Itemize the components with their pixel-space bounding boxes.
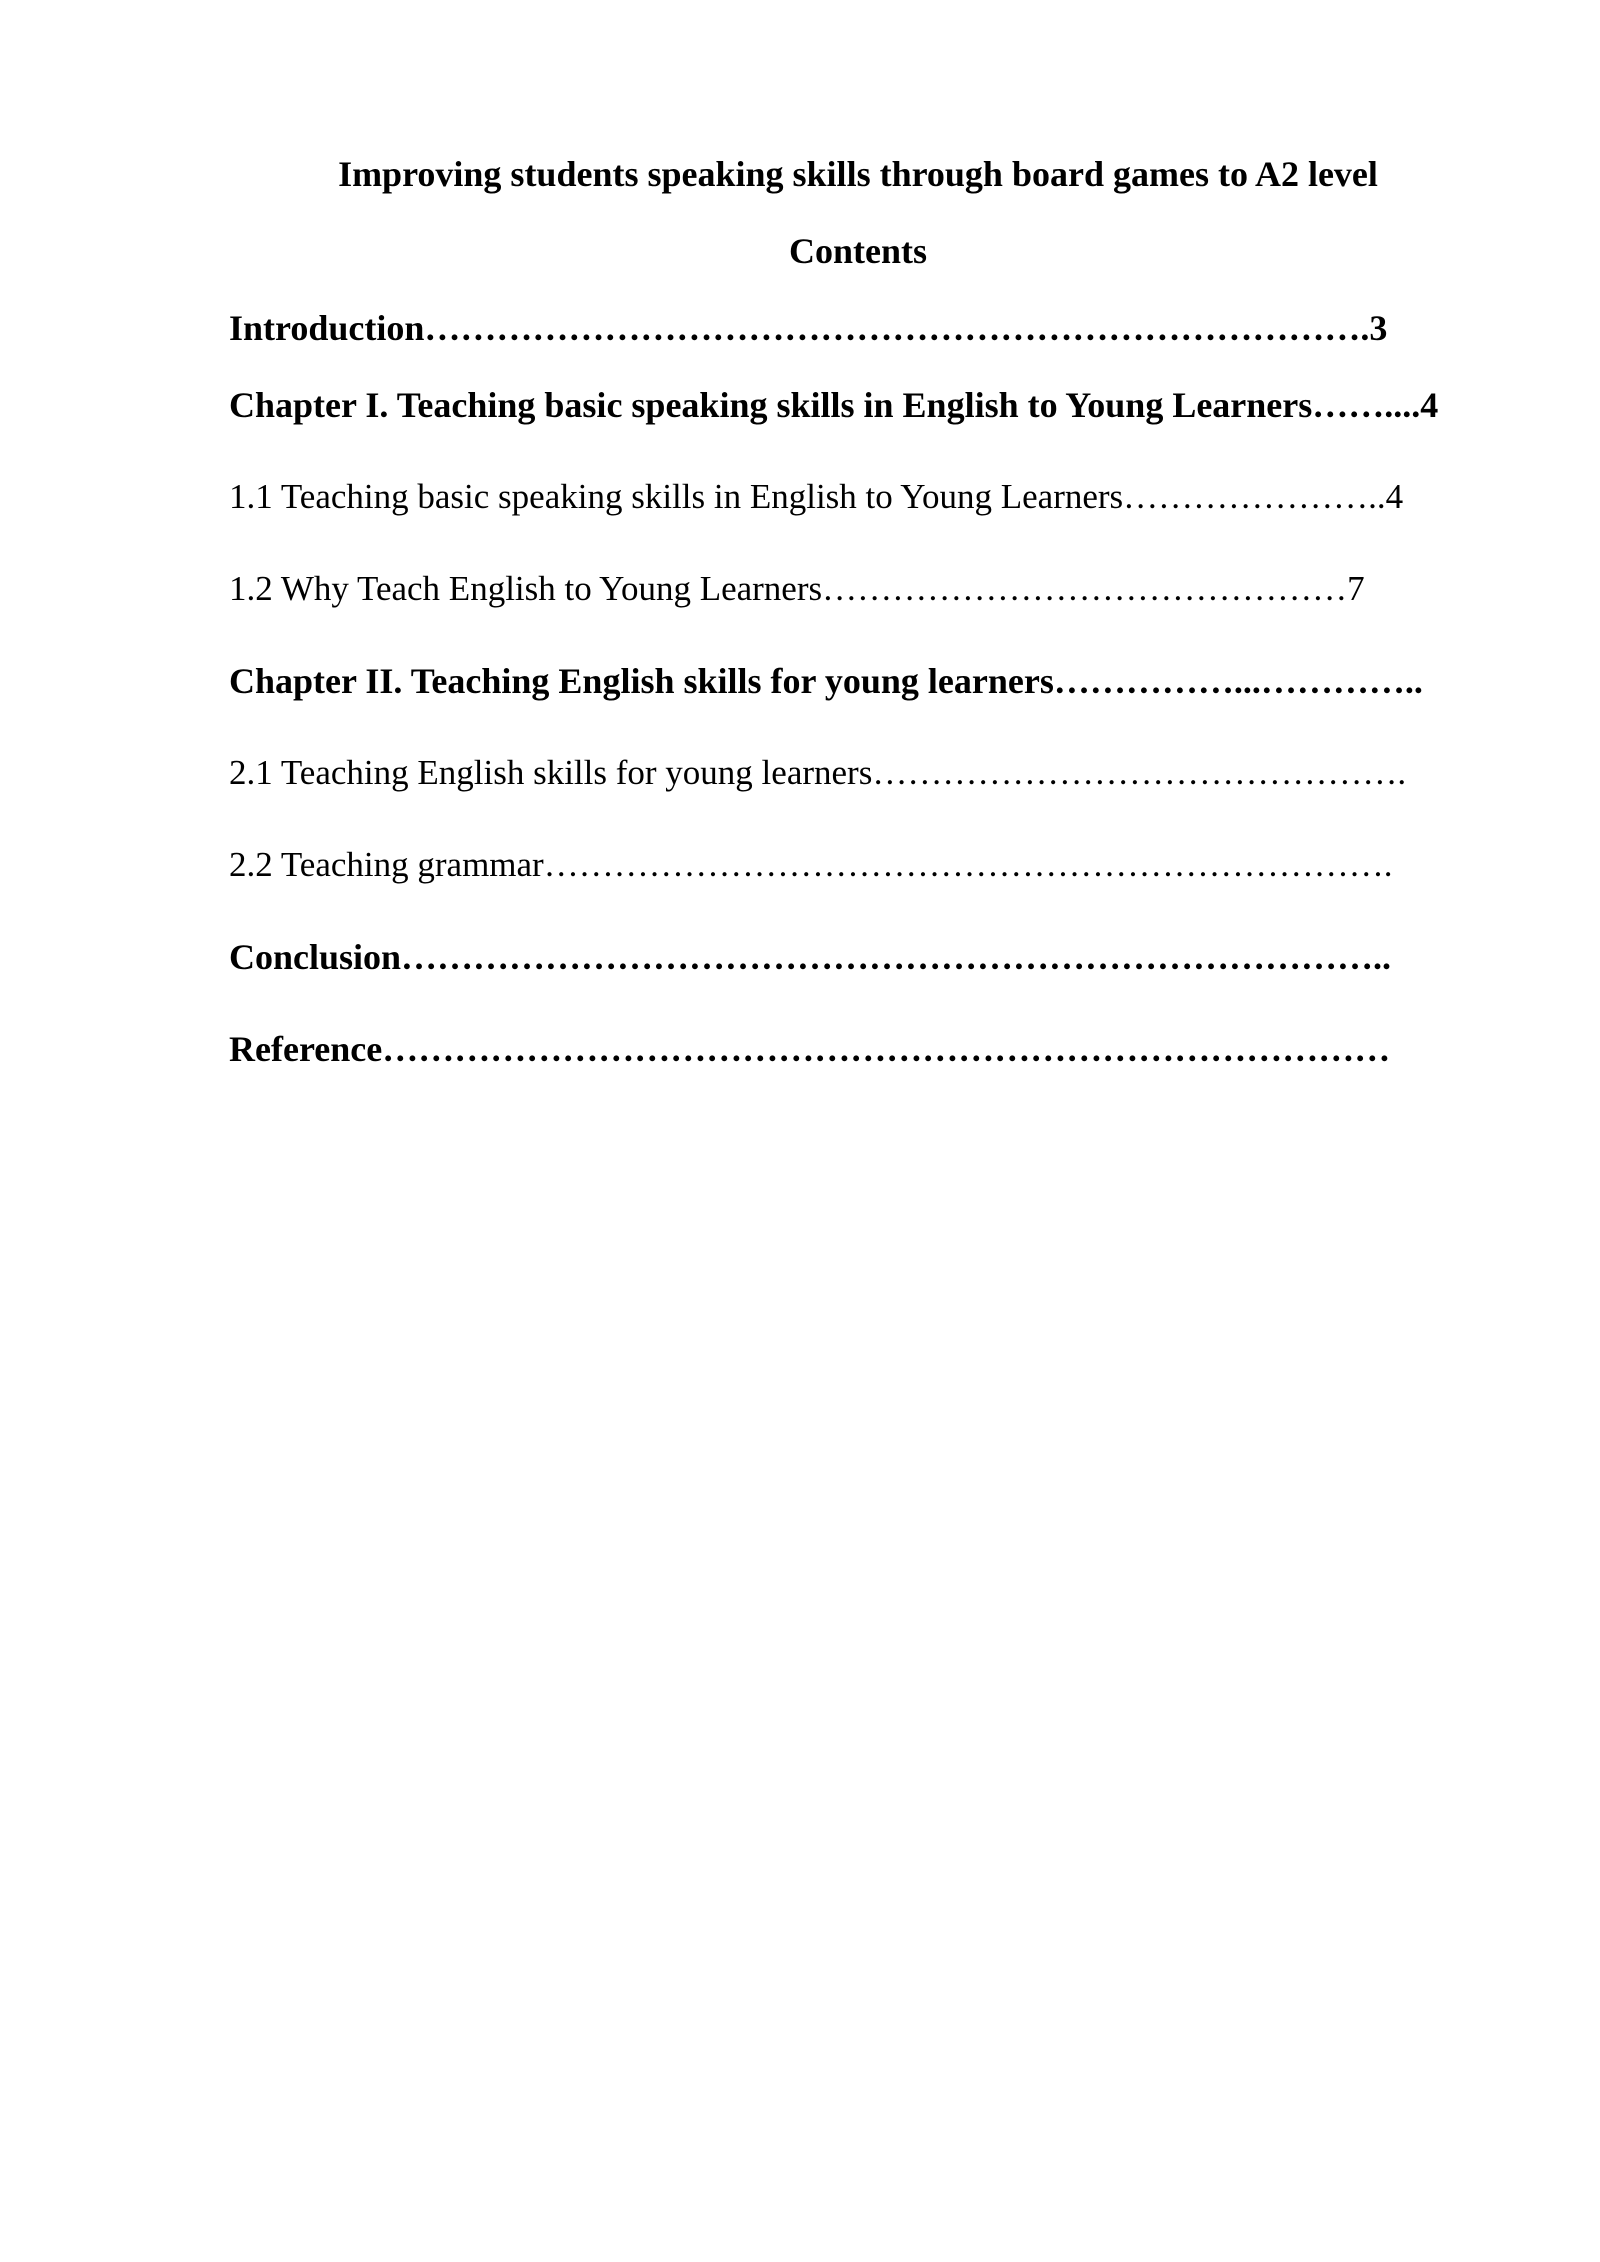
toc-entry-reference: Reference………………………………………………………………………… [229, 1029, 1391, 1069]
toc-entry-conclusion: Conclusion……………………………………………………………………….. [229, 937, 1392, 977]
toc-entry-section-1-1: 1.1 Teaching basic speaking skills in English to Young Learners…………………..4 [229, 477, 1404, 516]
toc-entry-introduction: Introduction…………………………………………………………………….3 [229, 308, 1388, 348]
toc-entry-section-1-2: 1.2 Why Teach English to Young Learners………………………………………7 [229, 569, 1365, 608]
toc-entry-chapter-2: Chapter II. Teaching English skills for young learners……………...………….. [229, 661, 1423, 701]
toc-entry-section-2-2: 2.2 Teaching grammar………………………………………………………………. [229, 845, 1393, 884]
toc-entry-chapter-1: Chapter I. Teaching basic speaking skills in English to Young Learners……....4 [229, 385, 1439, 425]
document-title: Improving students speaking skills through board games to A2 level [338, 154, 1378, 194]
toc-entry-section-2-1: 2.1 Teaching English skills for young learners………………………………………. [229, 753, 1407, 792]
contents-heading: Contents [788, 231, 927, 271]
